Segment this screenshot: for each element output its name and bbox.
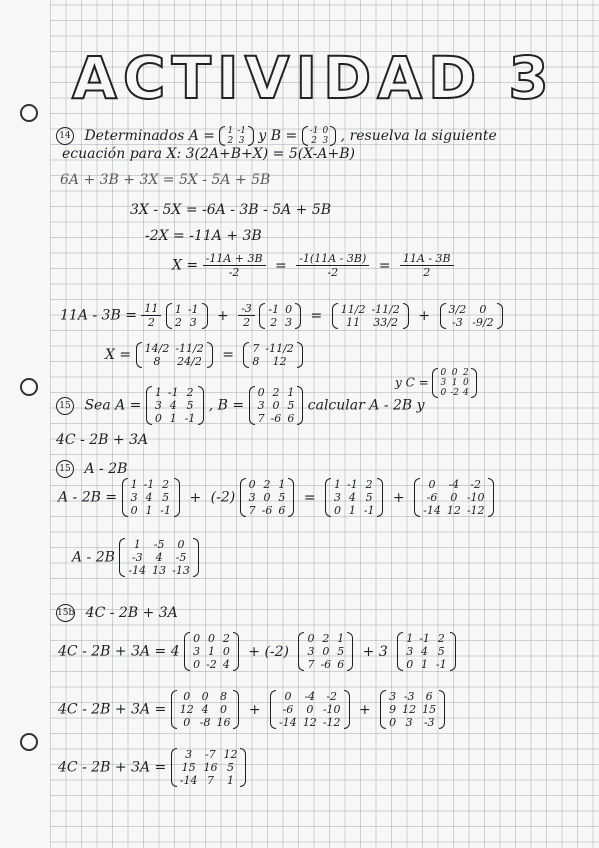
matrix bbox=[122, 478, 180, 517]
matrix bbox=[240, 478, 295, 517]
problem-tail: , resuelva la siguiente bbox=[340, 128, 497, 144]
matrix-cell: 11 bbox=[346, 315, 361, 329]
fraction: $\frac{11A - 3B}{2}$ bbox=[400, 252, 454, 279]
matrix-cell: -1 bbox=[167, 386, 179, 399]
matrix-cell: 12 bbox=[402, 703, 417, 716]
problem-15-statement bbox=[56, 386, 425, 425]
matrix-cell: 0 bbox=[130, 504, 138, 517]
matrix-cell: 3 bbox=[405, 716, 413, 729]
matrix-cell: 2 bbox=[272, 386, 280, 399]
matrix-cell: 0 bbox=[193, 658, 201, 671]
matrix-cell: 2 bbox=[365, 478, 373, 491]
matrix-cell: -1 bbox=[237, 126, 246, 136]
matrix-cell: 0 bbox=[463, 378, 469, 388]
matrix-cell: 1 bbox=[406, 632, 414, 645]
matrix bbox=[270, 690, 349, 729]
sea-label: Sea A = bbox=[84, 397, 142, 414]
matrix-cell: 3 bbox=[193, 645, 201, 658]
matrix-cell: 12 bbox=[302, 716, 317, 729]
matrix-cell: 0 bbox=[451, 368, 458, 378]
calc-lhs: 11A - 3B = bbox=[60, 307, 137, 324]
matrix-cell: 13 bbox=[152, 564, 167, 577]
matrix-cell: 3 bbox=[238, 136, 245, 146]
matrix-cell: 5 bbox=[278, 491, 286, 504]
matrix bbox=[171, 690, 240, 729]
matrix-cell: -14 bbox=[279, 716, 297, 729]
matrix-cell: 0 bbox=[450, 491, 458, 504]
matrix-cell: 12 bbox=[179, 703, 194, 716]
matrix-cell: -12 bbox=[466, 504, 485, 517]
matrix-cell: 5 bbox=[186, 399, 194, 412]
matrix-cell: -2 bbox=[326, 690, 338, 703]
matrix-cell: 0 bbox=[222, 645, 230, 658]
matrix-cell: 0 bbox=[201, 690, 209, 703]
matrix-cell: -9/2 bbox=[472, 315, 494, 329]
matrix-cell: 16 bbox=[216, 716, 231, 729]
matrix-cell: 4 bbox=[348, 491, 356, 504]
matrix-cell: 8 bbox=[252, 355, 260, 368]
matrix-cell: 1 bbox=[451, 378, 458, 388]
matrix-cell: -14 bbox=[179, 774, 198, 787]
matrix-cell: 5 bbox=[365, 491, 373, 504]
matrix-cell: -1 bbox=[363, 504, 375, 517]
calc-11a-3b bbox=[60, 302, 503, 329]
matrix-cell: 14/2 bbox=[144, 342, 170, 355]
calc-lhs: 4C - 2B + 3A = bbox=[58, 701, 167, 718]
matrix-cell: 5 bbox=[437, 645, 445, 658]
matrix-cell: 33/2 bbox=[373, 315, 398, 329]
matrix-cell: -7 bbox=[205, 748, 216, 761]
matrix-cell: 0 bbox=[306, 703, 314, 716]
matrix-cell: -6 bbox=[320, 658, 332, 671]
matrix-cell: -11/2 bbox=[265, 342, 294, 355]
matrix-cell: 1 bbox=[334, 478, 342, 491]
b-label: B = bbox=[217, 397, 245, 414]
matrix-cell: 0 bbox=[440, 368, 447, 378]
matrix-cell: 2 bbox=[311, 136, 317, 146]
matrix bbox=[397, 632, 455, 671]
matrix-cell: -4 bbox=[304, 690, 316, 703]
matrix-cell: 0 bbox=[284, 690, 292, 703]
matrix-cell: -11/2 bbox=[175, 342, 204, 355]
matrix-cell: 2 bbox=[437, 632, 445, 645]
problem-14-equation: ecuación para X: 3(2A+B+X) = 5(X-A+B) bbox=[62, 146, 355, 162]
matrix-cell: 1 bbox=[287, 386, 295, 399]
matrix-cell: 4 bbox=[145, 491, 153, 504]
step-line: -2X = -11A + 3B bbox=[145, 228, 262, 244]
matrix-cell: 0 bbox=[154, 412, 162, 425]
matrix-cell: 0 bbox=[406, 658, 414, 671]
matrix-cell: 1 bbox=[207, 645, 215, 658]
part-15a-calc bbox=[58, 478, 494, 517]
matrix-cell: 12 bbox=[446, 504, 461, 517]
matrix-cell: 0 bbox=[183, 690, 191, 703]
problem-14-statement bbox=[56, 126, 497, 146]
calc-text: calcular A - 2B y bbox=[307, 397, 425, 414]
matrix-cell: -3 bbox=[423, 716, 435, 729]
matrix-cell: 15 bbox=[181, 761, 196, 774]
matrix bbox=[259, 303, 301, 329]
matrix-cell: 7 bbox=[257, 412, 265, 425]
problem-number: 15 bbox=[56, 397, 74, 415]
fraction: $\frac{-1(11A - 3B)}{-2}$ bbox=[296, 252, 369, 279]
matrix-cell: 1 bbox=[278, 478, 286, 491]
matrix-cell: -3 bbox=[451, 315, 463, 329]
plus-sign: + bbox=[392, 489, 405, 506]
heading: A - 2B bbox=[84, 461, 128, 477]
matrix-cell: 1 bbox=[130, 478, 138, 491]
plus-sign: + bbox=[248, 701, 261, 718]
calc-lhs: 4C - 2B + 3A = bbox=[58, 759, 167, 776]
matrix bbox=[332, 303, 409, 329]
matrix-cell: 4 bbox=[169, 399, 177, 412]
matrix-cell: 4 bbox=[222, 658, 230, 671]
matrix-cell: 6 bbox=[425, 690, 433, 703]
matrix-cell: 0 bbox=[263, 491, 271, 504]
matrix-cell: -1 bbox=[187, 302, 199, 316]
c-definition bbox=[395, 368, 477, 398]
matrix-cell: 1 bbox=[145, 504, 153, 517]
matrix-cell: 0 bbox=[193, 632, 201, 645]
matrix-cell: 4 bbox=[201, 703, 209, 716]
coefficient: (-2) bbox=[210, 489, 236, 506]
matrix-cell: 0 bbox=[322, 645, 330, 658]
matrix-cell: -1 bbox=[435, 658, 447, 671]
matrix-cell: -5 bbox=[175, 551, 187, 564]
matrix-cell: -5 bbox=[153, 538, 165, 551]
matrix bbox=[166, 303, 208, 329]
matrix-cell: 8 bbox=[219, 690, 227, 703]
matrix-cell: 2 bbox=[186, 386, 194, 399]
matrix-cell: -11/2 bbox=[371, 302, 400, 316]
problem-number: 15b bbox=[56, 604, 75, 622]
matrix-cell: 1 bbox=[133, 538, 141, 551]
matrix-cell: -1 bbox=[160, 504, 172, 517]
matrix-cell: -14 bbox=[423, 504, 441, 517]
matrix-cell: 1 bbox=[174, 302, 182, 316]
matrix-cell: 0 bbox=[177, 538, 185, 551]
binder-hole bbox=[20, 104, 38, 122]
matrix-cell: -10 bbox=[322, 703, 341, 716]
matrix bbox=[243, 342, 302, 368]
matrix-cell: 2 bbox=[263, 478, 271, 491]
matrix-cell: -2 bbox=[206, 658, 217, 671]
matrix-cell: 5 bbox=[337, 645, 345, 658]
matrix-cell: 2 bbox=[162, 478, 170, 491]
matrix-cell: 4 bbox=[421, 645, 429, 658]
matrix-cell: 12 bbox=[272, 355, 287, 368]
matrix-cell: 7 bbox=[206, 774, 214, 787]
matrix-cell: 3 bbox=[440, 378, 447, 388]
matrix-cell: 0 bbox=[322, 126, 329, 136]
calc-lhs: A - 2B = bbox=[58, 489, 118, 506]
matrix-cell: 6 bbox=[278, 504, 286, 517]
matrix-cell: -4 bbox=[448, 478, 460, 491]
matrix-cell: 3 bbox=[334, 491, 342, 504]
matrix-cell: 0 bbox=[207, 632, 215, 645]
matrix-cell: 1 bbox=[348, 504, 356, 517]
matrix-cell: 3/2 bbox=[448, 302, 467, 316]
matrix-cell: 3 bbox=[185, 748, 193, 761]
part-15b-line2 bbox=[58, 690, 445, 729]
matrix-cell: 3 bbox=[285, 315, 293, 329]
matrix-cell: -6 bbox=[426, 491, 438, 504]
plus-sign: + 3 bbox=[362, 643, 388, 660]
matrix-cell: 0 bbox=[285, 302, 293, 316]
matrix bbox=[171, 748, 247, 787]
part-15a-heading bbox=[56, 460, 127, 478]
problem-conj: y B = bbox=[258, 128, 298, 144]
matrix-cell: 0 bbox=[428, 478, 436, 491]
matrix-cell: 1 bbox=[169, 412, 177, 425]
matrix bbox=[119, 538, 198, 577]
matrix-cell: 0 bbox=[248, 478, 256, 491]
matrix-cell: 4 bbox=[463, 388, 469, 398]
matrix-cell: 0 bbox=[257, 386, 265, 399]
matrix bbox=[302, 126, 337, 146]
matrix-cell: -3 bbox=[403, 690, 415, 703]
matrix bbox=[432, 368, 476, 398]
matrix bbox=[146, 386, 204, 425]
matrix-cell: 2 bbox=[222, 632, 230, 645]
plus-sign: + bbox=[217, 307, 229, 324]
part-15b-result bbox=[58, 748, 246, 787]
part-15a-result bbox=[72, 538, 199, 577]
matrix-cell: 6 bbox=[287, 412, 295, 425]
matrix-cell: 11/2 bbox=[340, 302, 366, 316]
equals: = bbox=[310, 307, 323, 324]
matrix-cell: 1 bbox=[154, 386, 162, 399]
matrix bbox=[325, 478, 383, 517]
matrix-cell: 3 bbox=[154, 399, 162, 412]
matrix-cell: 12 bbox=[223, 748, 238, 761]
matrix-cell: -6 bbox=[270, 412, 282, 425]
x-label: X = bbox=[105, 347, 132, 363]
matrix-cell: 3 bbox=[248, 491, 256, 504]
calc-lhs: 4C - 2B + 3A = 4 bbox=[58, 643, 180, 660]
matrix-cell: -1 bbox=[309, 126, 319, 136]
plus-sign: + bbox=[358, 701, 371, 718]
problem-number: 15 bbox=[56, 460, 74, 478]
plus-sign: + bbox=[418, 307, 431, 324]
matrix-cell: 0 bbox=[183, 716, 191, 729]
matrix-cell: -6 bbox=[261, 504, 273, 517]
matrix-cell: 16 bbox=[203, 761, 218, 774]
matrix-cell: 3 bbox=[322, 136, 329, 146]
matrix-cell: -1 bbox=[268, 302, 280, 316]
matrix-cell: -6 bbox=[282, 703, 294, 716]
matrix-cell: 1 bbox=[421, 658, 429, 671]
matrix-cell: 3 bbox=[307, 645, 315, 658]
matrix-cell: 7 bbox=[248, 504, 256, 517]
matrix-cell: 3 bbox=[406, 645, 414, 658]
matrix-cell: -1 bbox=[184, 412, 196, 425]
calc-lhs: A - 2B bbox=[72, 549, 115, 566]
part-15b-line1 bbox=[58, 632, 456, 671]
matrix-cell: 5 bbox=[287, 399, 295, 412]
matrix-cell: -12 bbox=[322, 716, 341, 729]
matrix-cell: 0 bbox=[389, 716, 397, 729]
matrix-cell: 7 bbox=[307, 658, 315, 671]
matrix-cell: 1 bbox=[226, 774, 234, 787]
x-label: X = bbox=[172, 257, 199, 274]
x-result bbox=[105, 342, 303, 368]
matrix-cell: -2 bbox=[450, 388, 459, 398]
matrix-cell: -2 bbox=[470, 478, 482, 491]
matrix-cell: 0 bbox=[219, 703, 227, 716]
y-label: y C = bbox=[395, 375, 429, 390]
binder-hole bbox=[20, 378, 38, 396]
problem-number: 14 bbox=[56, 127, 74, 145]
matrix-cell: -14 bbox=[128, 564, 147, 577]
matrix-cell: 5 bbox=[162, 491, 170, 504]
matrix-cell: 6 bbox=[337, 658, 345, 671]
matrix-cell: -3 bbox=[131, 551, 143, 564]
equals: = bbox=[222, 347, 234, 363]
matrix bbox=[414, 478, 493, 517]
problem-intro: Determinados A = bbox=[84, 128, 215, 144]
matrix-cell: -8 bbox=[199, 716, 211, 729]
problem-15-line2: 4C - 2B + 3A bbox=[56, 432, 149, 448]
matrix bbox=[249, 386, 304, 425]
equals: = bbox=[378, 257, 391, 274]
matrix bbox=[380, 690, 445, 729]
matrix-cell: 15 bbox=[422, 703, 437, 716]
matrix-cell: -10 bbox=[466, 491, 485, 504]
page-margin bbox=[0, 0, 50, 848]
matrix bbox=[136, 342, 213, 368]
matrix-cell: 3 bbox=[257, 399, 265, 412]
matrix-cell: 2 bbox=[270, 315, 278, 329]
matrix bbox=[440, 303, 503, 329]
matrix-cell: -1 bbox=[347, 478, 358, 491]
matrix-cell: 8 bbox=[153, 355, 161, 368]
equals: = bbox=[303, 489, 316, 506]
matrix-cell: 2 bbox=[227, 136, 234, 146]
equals: = bbox=[275, 257, 287, 274]
matrix-cell: 4 bbox=[155, 551, 163, 564]
binder-hole bbox=[20, 733, 38, 751]
step-fractions bbox=[172, 252, 454, 279]
matrix-cell: 2 bbox=[174, 315, 182, 329]
matrix-cell: 1 bbox=[337, 632, 345, 645]
matrix-cell: 9 bbox=[389, 703, 397, 716]
fraction: $\frac{-11A + 3B}{-2}$ bbox=[203, 252, 266, 279]
matrix-cell: -1 bbox=[419, 632, 430, 645]
matrix-cell: 0 bbox=[272, 399, 280, 412]
matrix-cell: 2 bbox=[463, 368, 469, 378]
matrix-cell: 7 bbox=[252, 342, 260, 355]
heading: 4C - 2B + 3A bbox=[85, 605, 178, 621]
step-line: 6A + 3B + 3X = 5X - 5A + 5B bbox=[60, 172, 271, 188]
matrix-cell: 0 bbox=[307, 632, 315, 645]
fraction: $\frac{11}{2}$ bbox=[141, 302, 161, 329]
matrix bbox=[219, 126, 254, 146]
matrix-cell: 5 bbox=[226, 761, 234, 774]
matrix-cell: 0 bbox=[440, 388, 447, 398]
plus-sign: + (-2) bbox=[248, 643, 290, 660]
matrix-cell: 24/2 bbox=[177, 355, 202, 368]
comma: , bbox=[208, 397, 214, 414]
matrix-cell: -13 bbox=[172, 564, 190, 577]
matrix-cell: 3 bbox=[189, 315, 197, 329]
matrix-cell: 0 bbox=[334, 504, 342, 517]
page-title: ACTIVIDAD 3 bbox=[72, 44, 555, 112]
matrix-cell: 3 bbox=[389, 690, 397, 703]
part-15b-heading bbox=[56, 604, 178, 622]
matrix-cell: 1 bbox=[227, 126, 234, 136]
matrix bbox=[184, 632, 239, 671]
matrix-cell: 0 bbox=[479, 302, 487, 316]
fraction: $\frac{-3}{2}$ bbox=[238, 302, 255, 329]
matrix-cell: -1 bbox=[143, 478, 155, 491]
matrix bbox=[298, 632, 353, 671]
matrix-cell: 2 bbox=[322, 632, 330, 645]
plus-sign: + bbox=[189, 489, 202, 506]
matrix-cell: 3 bbox=[130, 491, 138, 504]
step-line: 3X - 5X = -6A - 3B - 5A + 5B bbox=[130, 202, 332, 218]
